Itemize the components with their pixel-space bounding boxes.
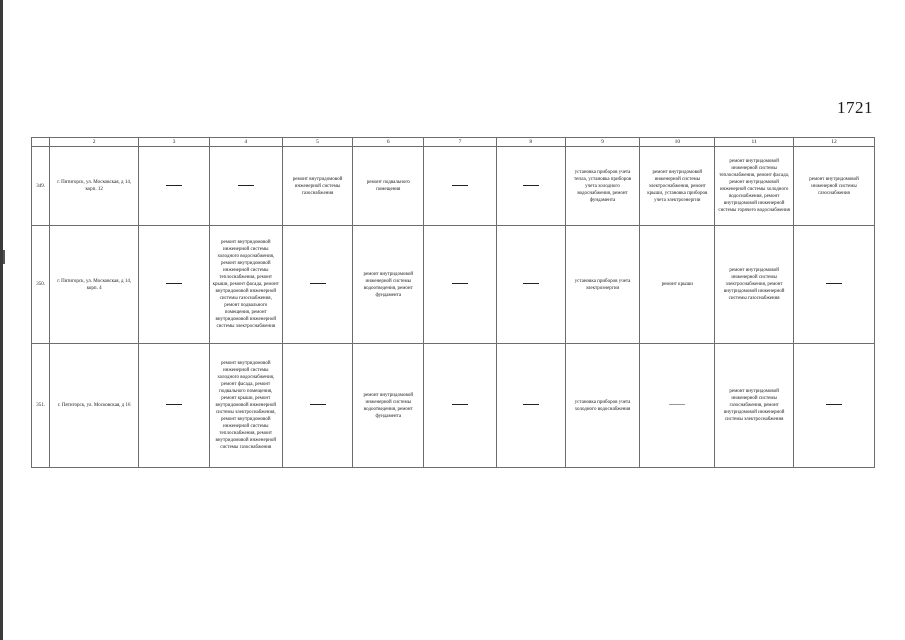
cell-col4: ремонт внутридомовой инженерной системы холодного водоснабжения, ремонт внутридомовой инженерной системы теплоснабжения, ремонт крыши, ремонт фасада, ремонт внутридомовой инженерной системы газоснабжения, ремонт подвального помещения, ремонт внутридомовой инженерной системы электроснабжения [209, 226, 282, 344]
dash-mark [452, 283, 468, 284]
cell-col8 [496, 344, 565, 468]
row-number: 351. [32, 344, 50, 468]
table-row [32, 344, 875, 468]
cell-col9: установка приборов учета холодного водоснабжения [565, 344, 640, 468]
dash-mark [523, 185, 539, 186]
cell-col4: ремонт внутридомовой инженерной системы холодного водоснабжения, ремонт фасада, ремонт подвального помещения, ремонт крыши, ремонт внутридомовой инженерной системы электроснабжения, ремонт внутридомовой инженерной системы теплоснабжения, ремонт внутридомовой инженерной системы газоснабжения [209, 344, 282, 468]
dash-mark [523, 283, 539, 284]
cell-col11: ремонт внутридомовой инженерной системы электроснабжения, ремонт внутридомовой инженерной системы газоснабжения [715, 226, 794, 344]
dash-mark [523, 404, 539, 405]
cell-col9: установка приборов учета электроэнергии [565, 226, 640, 344]
cell-col6: ремонт подвального помещения [353, 147, 424, 226]
header-cell: 9 [565, 138, 640, 147]
dash-mark [669, 404, 685, 405]
dash-mark [310, 404, 326, 405]
table-row [32, 226, 875, 344]
cell-col7 [424, 344, 497, 468]
address-cell: г. Пятигорск, ул. Московская, д 14, корп. 12 [50, 147, 139, 226]
cell-col6: ремонт внутридомовой инженерной системы водоотведения, ремонт фундамента [353, 226, 424, 344]
header-row [32, 138, 875, 147]
cell-col12: ремонт внутридомовой инженерной системы газоснабжения [794, 147, 875, 226]
row-number: 349. [32, 147, 50, 226]
cell-col11: ремонт внутридомовой инженерной системы теплоснабжения, ремонт фасада, ремонт внутридомовой инженерной системы холодного водоснабжения, ремонт внутридомовой инженерной системы горячего водоснабжения [715, 147, 794, 226]
cell-col9: установка приборов учета тепла, установка приборов учета холодного водоснабжения, ремонт фундамента [565, 147, 640, 226]
cell-col11: ремонт внутридомовой инженерной системы газоснабжения, ремонт внутридомовой инженерной системы электроснабжения [715, 344, 794, 468]
row-number: 350. [32, 226, 50, 344]
cell-col5 [282, 226, 353, 344]
dash-mark [238, 185, 254, 186]
header-cell: 12 [794, 138, 875, 147]
repair-schedule-table [31, 137, 875, 468]
cell-col4 [209, 147, 282, 226]
header-cell: 4 [209, 138, 282, 147]
header-cell: 2 [50, 138, 139, 147]
cell-col5 [282, 344, 353, 468]
header-cell: 7 [424, 138, 497, 147]
address-cell: г. Пятигорск, ул. Московская, д 16 [50, 344, 139, 468]
address-cell: г. Пятигорск, ул. Московская, д 14, корп. 4 [50, 226, 139, 344]
header-cell [32, 138, 50, 147]
cell-col6: ремонт внутридомовой инженерной системы водоотведения, ремонт фундамента [353, 344, 424, 468]
header-cell: 5 [282, 138, 353, 147]
cell-col5: ремонт внутридомовой инженерной системы газоснабжения [282, 147, 353, 226]
cell-col3 [139, 344, 210, 468]
header-cell: 8 [496, 138, 565, 147]
table-row [32, 147, 875, 226]
cell-col10 [640, 344, 715, 468]
cell-col12 [794, 226, 875, 344]
header-cell: 11 [715, 138, 794, 147]
cell-col3 [139, 226, 210, 344]
cell-col10: ремонт крыши [640, 226, 715, 344]
dash-mark [826, 283, 842, 284]
cell-col8 [496, 147, 565, 226]
header-cell: 10 [640, 138, 715, 147]
header-cell: 3 [139, 138, 210, 147]
dash-mark [826, 404, 842, 405]
cell-col3 [139, 147, 210, 226]
dash-mark [452, 185, 468, 186]
dash-mark [310, 283, 326, 284]
cell-col7 [424, 226, 497, 344]
header-cell: 6 [353, 138, 424, 147]
dash-mark [166, 283, 182, 284]
scan-left-edge [0, 0, 3, 640]
cell-col12 [794, 344, 875, 468]
cell-col7 [424, 147, 497, 226]
scan-edge-mark [3, 250, 5, 264]
dash-mark [166, 404, 182, 405]
page-number: 1721 [837, 98, 873, 117]
dash-mark [452, 404, 468, 405]
cell-col8 [496, 226, 565, 344]
cell-col10: ремонт внутридомовой инженерной системы электроснабжения, ремонт крыши, установка приборов учета электроэнергии [640, 147, 715, 226]
dash-mark [166, 185, 182, 186]
